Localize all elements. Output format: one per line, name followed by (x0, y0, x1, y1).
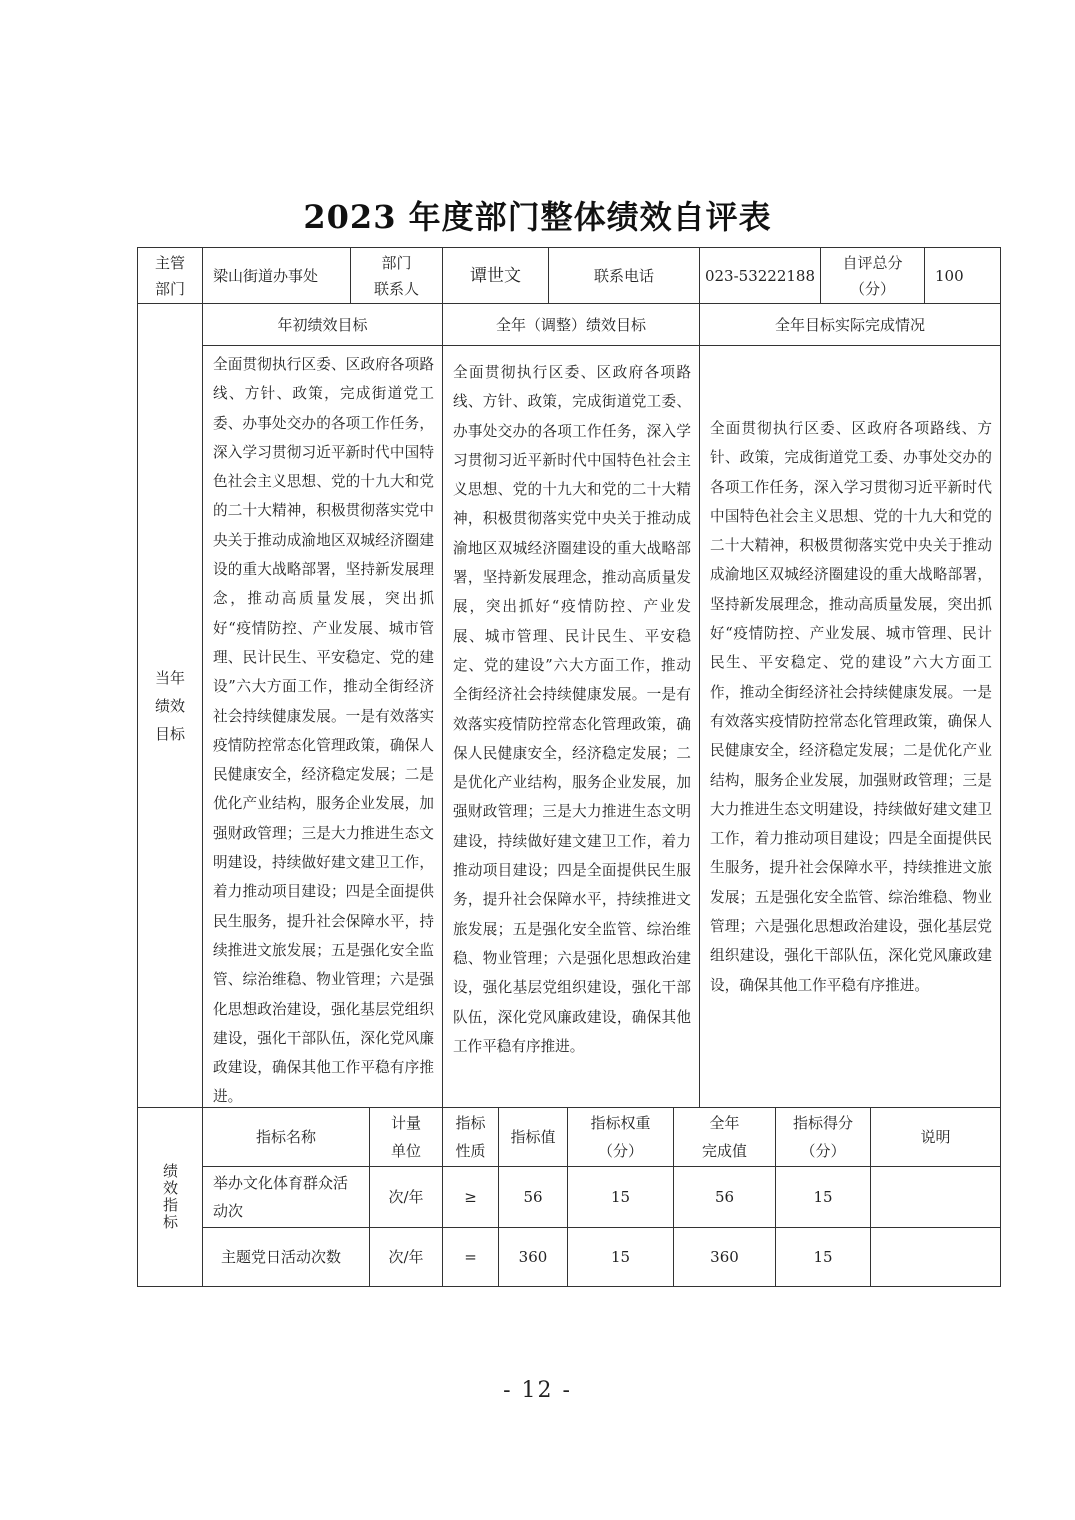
actual-result-text: 全面贯彻执行区委、区政府各项路线、方针、政策，完成街道党工委、办事处交办的各项工作任务，深入学习贯彻习近平新时代中国特色社会主义思想、党的十九大和党的二十大精神，积极贯彻落实党中央关于推动成渝地区双城经济圈建设的重大战略部署，坚持新发展理念，推动高质量发展，突出抓好“疫情防控、产业发展、城市管理、民计民生、平安稳定、党的建设”六大方面工作，推动全街经济社会持续健康发展。一是有效落实疫情防控常态化管理政策，确保人民健康安全，经济稳定发展；二是优化产业结构，服务企业发展，加强财政管理；三是大力推进生态文明建设，持续做好建文建卫工作，着力推动项目建设；四是全面提供民生服务，提升社会保障水平，持续推进文旅发展；五是强化安全监管、综治维稳、物业管理；六是强化思想政治建设，强化基层党组织建设，强化干部队伍，深化党风廉政建设，确保其他工作平稳有序推进。 (699, 345, 1001, 1108)
phone-value: 023-53222188 (699, 247, 821, 304)
table-row-name: 举办文化体育群众活动次 (202, 1166, 370, 1228)
table-row-nature: = (442, 1227, 499, 1287)
table-row-unit: 次/年 (369, 1227, 443, 1287)
table-row-score: 15 (775, 1227, 871, 1287)
table-row-name: 主题党日活动次数 (202, 1227, 370, 1287)
th-value: 指标值 (498, 1107, 568, 1167)
col-actual-result: 全年目标实际完成情况 (699, 303, 1001, 346)
table-row-completed: 56 (673, 1166, 776, 1228)
table-row-note (870, 1166, 1001, 1228)
col-adjusted-goal: 全年（调整）绩效目标 (442, 303, 700, 346)
score-label: 自评总分 （分） (820, 247, 925, 304)
initial-goal-text: 全面贯彻执行区委、区政府各项路线、方针、政策，完成街道党工委、办事处交办的各项工作任务，深入学习贯彻习近平新时代中国特色社会主义思想、党的十九大和党的二十大精神，积极贯彻落实党中央关于推动成渝地区双城经济圈建设的重大战略部署，坚持新发展理念，推动高质量发展，突出抓好“疫情防控、产业发展、城市管理、民计民生、平安稳定、党的建设”六大方面工作，推动全街经济社会持续健康发展。一是有效落实疫情防控常态化管理政策，确保人民健康安全，经济稳定发展；二是优化产业结构，服务企业发展，加强财政管理；三是大力推进生态文明建设，持续做好建文建卫工作，着力推动项目建设；四是全面提供民生服务，提升社会保障水平，持续推进文旅发展；五是强化安全监管、综治维稳、物业管理；六是强化思想政治建设，强化基层党组织建设，强化干部队伍，深化党风廉政建设，确保其他工作平稳有序推进。 (202, 345, 443, 1108)
table-row-weight: 15 (567, 1227, 674, 1287)
page-number: - 12 - (503, 1378, 572, 1403)
dept-label: 主管 部门 (137, 247, 203, 304)
th-weight: 指标权重 （分） (567, 1107, 674, 1167)
table-row-value: 56 (498, 1166, 568, 1228)
score-value: 100 (924, 247, 1001, 304)
contact-label: 部门 联系人 (350, 247, 443, 304)
th-nature: 指标 性质 (442, 1107, 499, 1167)
table-row-value: 360 (498, 1227, 568, 1287)
table-row-unit: 次/年 (369, 1166, 443, 1228)
table-row-completed: 360 (673, 1227, 776, 1287)
th-indicator-name: 指标名称 (202, 1107, 370, 1167)
contact-value: 谭世文 (442, 247, 549, 304)
col-initial-goal: 年初绩效目标 (202, 303, 443, 346)
goals-row-label: 当年 绩效 目标 (137, 303, 203, 1108)
table-row-weight: 15 (567, 1166, 674, 1228)
th-note: 说明 (870, 1107, 1001, 1167)
table-row-nature: ≥ (442, 1166, 499, 1228)
table-row-note (870, 1227, 1001, 1287)
indicators-row-label: 绩效指标 (137, 1107, 203, 1287)
dept-value: 梁山街道办事处 (202, 247, 351, 304)
phone-label: 联系电话 (548, 247, 700, 304)
table-row-score: 15 (775, 1166, 871, 1228)
th-score: 指标得分 （分） (775, 1107, 871, 1167)
adjusted-goal-text: 全面贯彻执行区委、区政府各项路线、方针、政策，完成街道党工委、办事处交办的各项工作任务，深入学习贯彻习近平新时代中国特色社会主义思想、党的十九大和党的二十大精神，积极贯彻落实党中央关于推动成渝地区双城经济圈建设的重大战略部署，坚持新发展理念，推动高质量发展，突出抓好“疫情防控、产业发展、城市管理、民计民生、平安稳定、党的建设”六大方面工作，推动全街经济社会持续健康发展。一是有效落实疫情防控常态化管理政策，确保人民健康安全，经济稳定发展；二是优化产业结构，服务企业发展，加强财政管理；三是大力推进生态文明建设，持续做好建文建卫工作，着力推动项目建设；四是全面提供民生服务，提升社会保障水平，持续推进文旅发展；五是强化安全监管、综治维稳、物业管理；六是强化思想政治建设，强化基层党组织建设，强化干部队伍，深化党风廉政建设，确保其他工作平稳有序推进。 (442, 345, 700, 1108)
th-unit: 计量 单位 (369, 1107, 443, 1167)
page-title: 2023 年度部门整体绩效自评表 (303, 198, 772, 236)
th-completed: 全年 完成值 (673, 1107, 776, 1167)
